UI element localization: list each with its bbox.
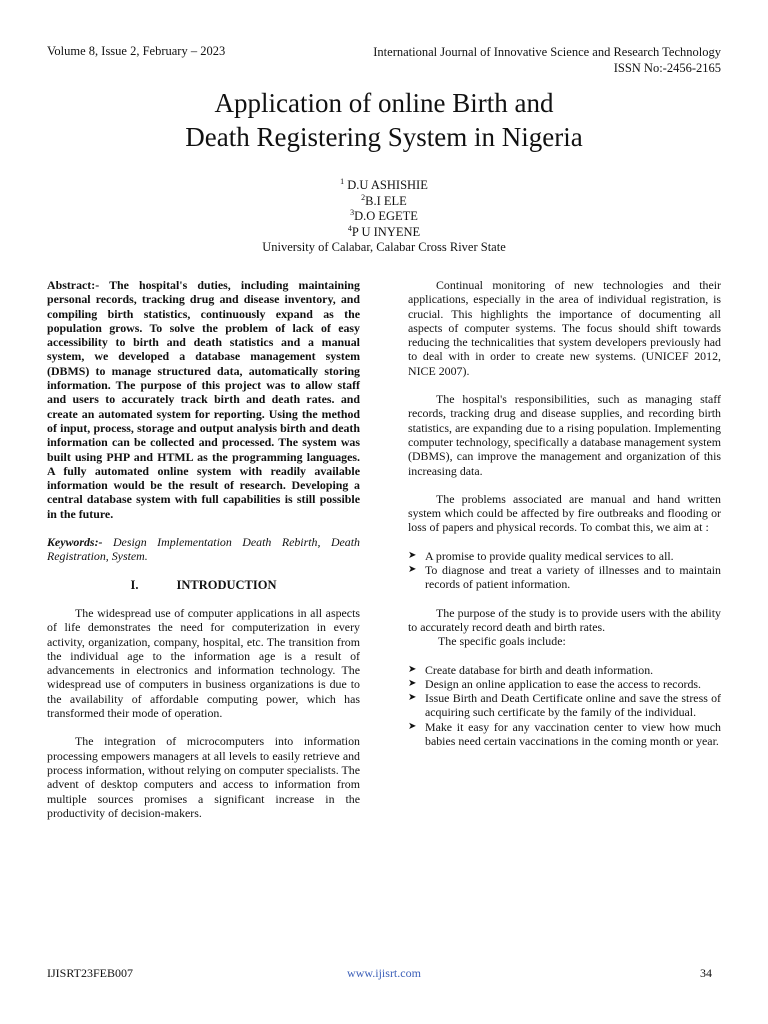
author-3 xyxy=(0,209,768,225)
author-4-name: P U INYENE xyxy=(351,224,421,239)
keywords xyxy=(47,535,360,564)
goals-list xyxy=(408,663,721,749)
arrowhead-bullet-icon: ➤ xyxy=(408,692,417,704)
right-paragraph-3: The problems associated are manual and hand written system which could be affected by fire outbreaks and flooding or loss of papers and physical records. To combat this, we aim at : xyxy=(408,491,721,535)
intro-paragraph-1: The widespread use of computer applications in all aspects of life demonstrates the need for computerization in every activity, organization, company, hospital, etc. The transition from the individual age to the information age is a result of advancements in electronics and information technology. The widespread use of computers in business organizations is due to the availability of affordable computing power, which has transformed their mode of operation. xyxy=(47,605,360,721)
goal-text: Create database for birth and death information. xyxy=(425,662,654,677)
page-number: 34 xyxy=(700,966,712,980)
author-1-name: D.U ASHISHIE xyxy=(344,178,428,192)
right-column xyxy=(408,278,721,748)
title-line-1: Application of online Birth and xyxy=(214,88,554,118)
right-paragraph-1: Continual monitoring of new technologies and their applications, especially in the area of individual registration, is crucial. This highlights the importance of documenting all aspects of computer systems. The focus should shift towards reducing the technicalities that system developers previously had to deal with in order to create new systems. (UNICEF 2012, NICE 2007). xyxy=(408,278,721,378)
journal-header xyxy=(373,44,721,76)
author-block xyxy=(0,178,768,256)
goal-text: Design an online application to ease the access to records. xyxy=(425,676,702,691)
goals-label: The specific goals include: xyxy=(438,634,566,649)
author-4-affil-marker: 4 xyxy=(347,223,352,233)
introduction-heading xyxy=(47,578,360,592)
list-item xyxy=(408,691,721,720)
author-1 xyxy=(0,178,768,194)
author-2 xyxy=(0,194,768,210)
arrowhead-bullet-icon: ➤ xyxy=(408,549,417,561)
list-item xyxy=(408,549,721,563)
aims-list xyxy=(408,549,721,592)
keywords-text: Design Implementation Death Rebirth, Death Registration, System. xyxy=(47,535,360,564)
abstract: Abstract:- The hospital's duties, including maintaining personal records, tracking drug and disease inventory, and compiling birth statistics, continuously expand as the population grows. To solve the problem of lack of easy accessibility to birth and death statistics and a manual system, we developed a database management system (DBMS) to manage structured data, automatically storing information. The purpose of this project was to allow staff and users to accurately track birth and death rates. and create an automated system for reporting. Using the method of input, process, storage and output analysis birth and death information can be collected and processed. The system was built using PHP and HTML as the programming languages. A fully automated online system with readily available information would be the result of research. Developing a central database system with full capabilities is still possible in the future. xyxy=(47,278,360,521)
aim-text: To diagnose and treat a variety of illnesses and to maintain records of patient information. xyxy=(425,563,721,592)
paper-id: IJISRT23FEB007 xyxy=(47,966,133,980)
affiliation: University of Calabar, Calabar Cross River State xyxy=(262,240,506,254)
arrowhead-bullet-icon: ➤ xyxy=(408,720,417,732)
purpose-paragraph: The purpose of the study is to provide users with the ability to accurately record death and birth rates. xyxy=(408,605,721,634)
paper-title xyxy=(0,86,768,154)
section-title: INTRODUCTION xyxy=(176,577,277,592)
list-item xyxy=(408,663,721,677)
aim-text: A promise to provide quality medical services to all. xyxy=(425,548,674,563)
author-2-affil-marker: 2 xyxy=(361,192,366,202)
title-line-2: Death Registering System in Nigeria xyxy=(185,122,583,152)
left-column xyxy=(47,278,360,820)
issn-number: ISSN No:-2456-2165 xyxy=(613,61,721,75)
journal-website-link[interactable]: www.ijisrt.com xyxy=(347,966,421,980)
section-number: I. xyxy=(130,577,139,592)
arrowhead-bullet-icon: ➤ xyxy=(408,677,417,689)
keywords-label: Keywords:- xyxy=(47,535,103,550)
arrowhead-bullet-icon: ➤ xyxy=(408,564,417,576)
arrowhead-bullet-icon: ➤ xyxy=(408,663,417,675)
author-1-affil-marker: 1 xyxy=(340,176,345,186)
author-4 xyxy=(0,225,768,241)
author-2-name: B.I ELE xyxy=(365,193,407,208)
goal-text: Issue Birth and Death Certificate online and save the stress of acquiring such certificate by the family of the individual. xyxy=(425,691,721,720)
author-3-name: D.O EGETE xyxy=(354,209,418,223)
list-item xyxy=(408,677,721,691)
author-3-affil-marker: 3 xyxy=(350,207,355,217)
right-paragraph-2: The hospital's responsibilities, such as managing staff records, tracking drug and disease supplies, and recording birth statistics, are expanding due to a rising population. Implementing computer technology, specifically a database management system (DBMS), can improve the management and organization of this increasing data. xyxy=(408,392,721,478)
goal-text: Make it easy for any vaccination center to view how much babies need certain vaccinations in the coming month or year. xyxy=(425,719,721,749)
list-item xyxy=(408,563,721,592)
intro-paragraph-2: The integration of microcomputers into information processing empowers managers at all levels to easily retrieve and process information, without relying on computer specialists. The advent of desktop computers and access to information from multiple sources promises a significant increase in the productivity of decision-makers. xyxy=(47,734,360,820)
journal-name: International Journal of Innovative Science and Research Technology xyxy=(373,45,721,59)
list-item xyxy=(408,720,721,749)
volume-issue-header: Volume 8, Issue 2, February – 2023 xyxy=(47,44,226,58)
